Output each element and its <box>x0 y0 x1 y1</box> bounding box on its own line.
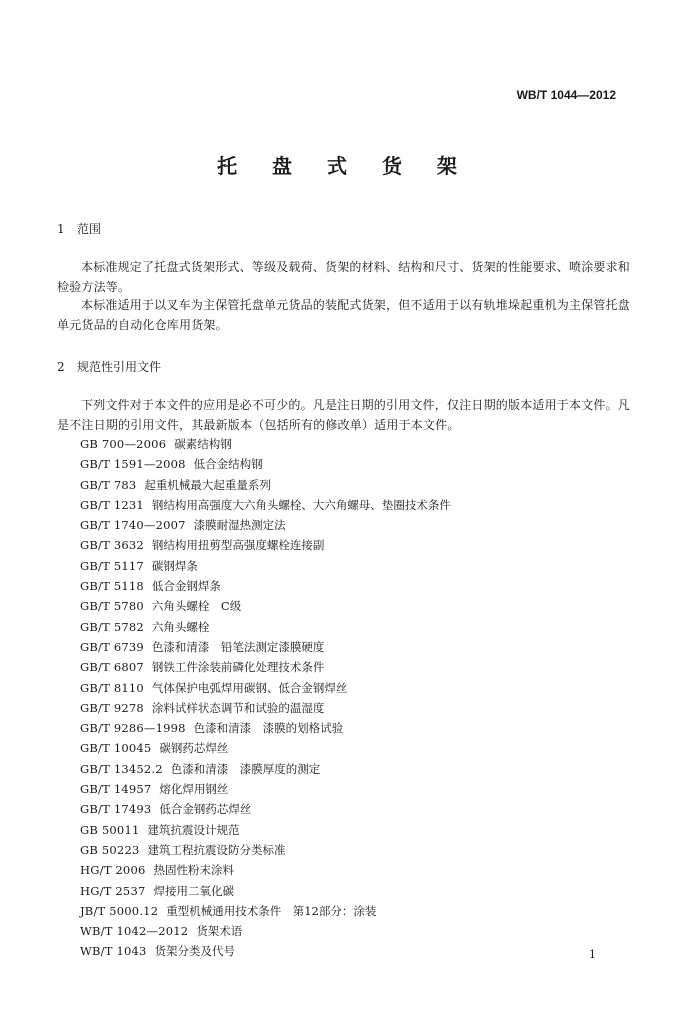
reference-title: 钢结构用高强度大六角头螺栓、大六角螺母、垫圈技术条件 <box>151 497 451 512</box>
reference-code: GB/T 9278 <box>80 700 144 715</box>
reference-code: HG/T 2537 <box>80 883 146 898</box>
reference-title: 低合金钢焊条 <box>151 579 221 594</box>
reference-code: JB/T 5000.12 <box>80 903 159 918</box>
reference-title: 钢结构用扭剪型高强度螺栓连接副 <box>151 538 325 553</box>
reference-item <box>80 515 451 535</box>
reference-title: 热固性粉末涂料 <box>153 863 234 878</box>
reference-title: 熔化焊用钢丝 <box>159 782 229 797</box>
reference-code: WB/T 1043 <box>80 944 147 959</box>
reference-title: 碳钢焊条 <box>151 558 198 573</box>
reference-item <box>80 535 451 555</box>
reference-item <box>80 820 451 840</box>
reference-code: GB/T 5117 <box>80 558 144 573</box>
reference-title: 色漆和清漆 漆膜厚度的测定 <box>170 761 321 776</box>
reference-code: GB/T 6807 <box>80 660 144 675</box>
reference-list <box>80 434 451 962</box>
reference-code: GB/T 1231 <box>80 497 144 512</box>
section-2-number: 2 <box>57 360 65 374</box>
reference-item <box>80 738 451 758</box>
reference-item <box>80 678 451 698</box>
section-2-intro: 下列文件对于本文件的应用是必不可少的。凡是注日期的引用文件，仅注日期的版本适用于本文件。凡是不注日期的引用文件，其最新版本（包括所有的修改单）适用于本文件。 <box>57 398 631 432</box>
reference-code: GB/T 1591—2008 <box>80 457 186 472</box>
reference-item <box>80 637 451 657</box>
reference-item <box>80 657 451 677</box>
reference-item <box>80 434 451 454</box>
reference-code: GB 50011 <box>80 822 140 837</box>
reference-title: 碳素结构钢 <box>174 437 232 451</box>
reference-code: GB 700—2006 <box>80 437 167 451</box>
reference-item <box>80 698 451 718</box>
reference-code: GB/T 5118 <box>80 579 144 594</box>
section-1-number: 1 <box>57 222 65 236</box>
reference-item <box>80 556 451 576</box>
reference-code: GB/T 8110 <box>80 680 144 695</box>
reference-code: GB/T 5780 <box>80 599 144 614</box>
reference-item <box>80 799 451 819</box>
reference-code: GB 50223 <box>80 842 140 857</box>
reference-code: GB/T 3632 <box>80 538 144 553</box>
reference-code: WB/T 1042—2012 <box>80 924 189 939</box>
reference-code: GB/T 14957 <box>80 782 152 797</box>
reference-code: HG/T 2006 <box>80 863 146 878</box>
reference-code: GB/T 5782 <box>80 619 144 634</box>
reference-title: 货架分类及代号 <box>154 944 236 959</box>
reference-title: 低合金结构钢 <box>193 457 263 472</box>
reference-code: GB/T 17493 <box>80 802 152 817</box>
reference-item <box>80 617 451 637</box>
reference-item <box>80 779 451 799</box>
section-1-paragraph-2: 本标准适用于以叉车为主保管托盘单元货品的装配式货架，但不适用于以有轨堆垛起重机为主保管托盘单元货品的自动化仓库用货架。 <box>57 298 631 332</box>
reference-item <box>80 596 451 616</box>
section-1-title: 范围 <box>77 222 102 236</box>
section-1-paragraph-1: 本标准规定了托盘式货架形式、等级及载荷、货架的材料、结构和尺寸、货架的性能要求、喷涂要求和检验方法等。 <box>57 260 631 294</box>
reference-title: 钢铁工件涂装前磷化处理技术条件 <box>151 660 325 675</box>
reference-code: GB/T 1740—2007 <box>80 518 186 533</box>
reference-title: 重型机械通用技术条件 第12部分：涂装 <box>166 903 377 918</box>
reference-title: 色漆和清漆 铅笔法测定漆膜硬度 <box>151 639 325 654</box>
reference-item <box>80 860 451 880</box>
standard-code: WB/T 1044—2012 <box>516 88 616 102</box>
reference-code: GB/T 783 <box>80 477 137 492</box>
reference-title: 碳钢药芯焊丝 <box>159 741 229 756</box>
document-title: 托 盘 式 货 架 <box>217 154 471 178</box>
section-2-title: 规范性引用文件 <box>77 360 162 374</box>
reference-title: 建筑工程抗震设防分类标准 <box>147 842 286 857</box>
reference-item <box>80 454 451 474</box>
reference-item <box>80 941 451 961</box>
reference-item <box>80 576 451 596</box>
reference-item <box>80 921 451 941</box>
reference-title: 气体保护电弧焊用碳钢、低合金钢焊丝 <box>151 680 348 695</box>
reference-item <box>80 475 451 495</box>
reference-title: 起重机械最大起重量系列 <box>144 477 271 492</box>
reference-item <box>80 495 451 515</box>
reference-title: 涂料试样状态调节和试验的温湿度 <box>151 700 325 715</box>
reference-title: 焊接用二氧化碳 <box>153 883 234 898</box>
reference-title: 六角头螺栓 <box>151 619 210 634</box>
reference-code: GB/T 6739 <box>80 639 144 654</box>
reference-code: GB/T 13452.2 <box>80 761 163 776</box>
reference-item <box>80 840 451 860</box>
reference-code: GB/T 10045 <box>80 741 152 756</box>
section-2-heading <box>57 358 161 375</box>
reference-title: 建筑抗震设计规范 <box>147 822 240 837</box>
reference-item <box>80 901 451 921</box>
reference-item <box>80 759 451 779</box>
reference-item <box>80 881 451 901</box>
reference-title: 低合金钢药芯焊丝 <box>159 802 252 817</box>
reference-title: 色漆和清漆 漆膜的划格试验 <box>193 721 344 736</box>
reference-title: 漆膜耐湿热测定法 <box>193 518 286 533</box>
page-number: 1 <box>589 948 596 961</box>
section-1-heading <box>57 220 101 237</box>
reference-code: GB/T 9286—1998 <box>80 721 186 736</box>
reference-item <box>80 718 451 738</box>
reference-title: 六角头螺栓 C级 <box>151 599 242 614</box>
reference-title: 货架术语 <box>196 924 243 939</box>
